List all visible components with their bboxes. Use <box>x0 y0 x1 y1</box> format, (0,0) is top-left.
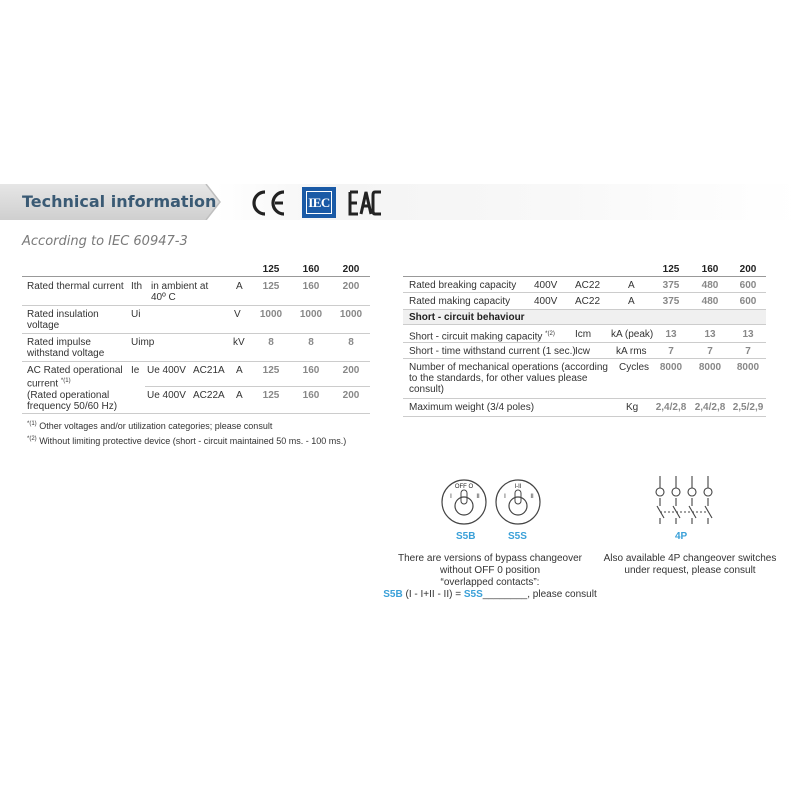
row-voltage: Ue 400V <box>147 365 186 376</box>
row-category: AC22 <box>575 296 601 307</box>
value-cell: 13 <box>665 329 677 340</box>
value-cell: 480 <box>701 280 719 291</box>
value-cell: 8000 <box>736 362 760 373</box>
s5b-left-label: I <box>450 494 452 500</box>
value-cell: 1000 <box>339 309 363 320</box>
col-header: 160 <box>701 264 719 275</box>
s5s-right-label: II <box>530 494 534 500</box>
row-label: Short - time withstand current (1 sec.) <box>409 346 576 357</box>
row-category: AC22A <box>193 390 225 401</box>
value-cell: 7 <box>668 346 674 357</box>
value-cell: 600 <box>739 280 757 291</box>
s5b-label: S5B <box>456 531 476 542</box>
value-cell: 13 <box>742 329 754 340</box>
s5b-right-label: II <box>476 494 480 500</box>
row-label: Rated insulation <box>27 309 99 320</box>
row-unit: Kg <box>626 402 639 413</box>
bypass-caption: There are versions of bypass changeover without OFF 0 position “overlapped contacts”: S5B (I - I+II - II) = S5S________, please consult <box>383 553 597 600</box>
value-cell: 8 <box>348 337 354 348</box>
row-unit: kA rms <box>616 346 647 357</box>
four-pole-label: 4P <box>675 531 688 542</box>
row-symbol: Ie <box>131 365 140 376</box>
value-cell: 160 <box>302 365 320 376</box>
row-condition: in ambient at <box>151 281 209 292</box>
row-voltage: 400V <box>534 296 558 307</box>
row-voltage: Ue 400V <box>147 390 186 401</box>
row-unit: Cycles <box>619 362 650 373</box>
row-symbol: Ith <box>131 281 143 292</box>
row-label: current $^{*(1)}$ <box>27 378 71 390</box>
row-symbol: Icm <box>575 329 592 340</box>
value-cell: 7 <box>745 346 751 357</box>
row-label: Rated thermal current <box>27 281 124 292</box>
row-unit: kV <box>233 337 245 348</box>
row-label: Rated breaking capacity <box>409 280 517 291</box>
row-label: Maximum weight (3/4 poles) <box>409 402 535 413</box>
value-cell: 13 <box>704 329 716 340</box>
value-cell: 375 <box>662 296 680 307</box>
row-category: AC22 <box>575 280 601 291</box>
s5s-label: S5S <box>508 531 527 542</box>
value-cell: 200 <box>342 281 360 292</box>
row-label: Rated making capacity <box>409 296 511 307</box>
footnote-1: $^{*(1)}$ Other voltages and/or utilization categories; please consult <box>27 421 273 431</box>
row-label: frequency 50/60 Hz) <box>27 401 118 412</box>
value-cell: 125 <box>262 390 280 401</box>
value-cell: 8000 <box>698 362 722 373</box>
value-cell: 160 <box>302 281 320 292</box>
row-unit: V <box>234 309 241 320</box>
value-cell: 160 <box>302 390 320 401</box>
s5b-switch-icon <box>442 480 486 524</box>
row-category: AC21A <box>193 365 225 376</box>
col-header: 200 <box>739 264 757 275</box>
row-label: Number of mechanical operations (according <box>409 362 608 373</box>
value-cell: 2,4/2,8 <box>694 402 726 413</box>
iec-logo-icon: IEC <box>302 187 336 218</box>
value-cell: 200 <box>342 365 360 376</box>
col-header: 125 <box>662 264 680 275</box>
four-pole-diagram-icon <box>648 474 720 526</box>
s5s-switch-icon <box>496 480 540 524</box>
row-label: Rated impulse <box>27 337 91 348</box>
col-header: 200 <box>342 264 360 275</box>
row-symbol: Ui <box>131 309 141 320</box>
s5b-top-label: OFF O <box>454 484 474 490</box>
value-cell: 125 <box>262 281 280 292</box>
row-unit: A <box>236 281 243 292</box>
value-cell: 600 <box>739 296 757 307</box>
selector-switches-icon <box>438 478 550 528</box>
section-title: Short - circuit behaviour <box>409 312 525 323</box>
row-label: to the standards, for other values please <box>409 373 588 384</box>
s5s-left-label: I <box>504 494 506 500</box>
row-symbol: Uimp <box>131 337 155 348</box>
value-cell: 8 <box>268 337 274 348</box>
row-symbol: Icw <box>575 346 590 357</box>
row-label: Short - circuit making capacity $^{*(2)}$ <box>409 331 555 343</box>
row-voltage: 400V <box>534 280 558 291</box>
row-label: voltage <box>27 320 60 331</box>
row-unit: A <box>628 296 635 307</box>
value-cell: 200 <box>342 390 360 401</box>
row-unit: A <box>236 390 243 401</box>
row-unit: kA (peak) <box>611 329 654 340</box>
s5s-top-label: I-II <box>514 484 522 490</box>
value-cell: 375 <box>662 280 680 291</box>
page-title: Technical information <box>22 192 217 211</box>
value-cell: 7 <box>707 346 713 357</box>
row-unit: A <box>236 365 243 376</box>
row-label: withstand voltage <box>27 348 105 359</box>
four-pole-caption: Also available 4P changeover switches under request, please consult <box>603 553 777 576</box>
value-cell: 8000 <box>659 362 683 373</box>
row-label: (Rated operational <box>27 390 110 401</box>
footnote-2: $^{*(2)}$ Without limiting protective device (short - circuit maintained 50 ms. - 100 ms.) <box>27 436 347 446</box>
value-cell: 125 <box>262 365 280 376</box>
value-cell: 2,5/2,9 <box>732 402 764 413</box>
value-cell: 480 <box>701 296 719 307</box>
row-unit: A <box>628 280 635 291</box>
value-cell: 1000 <box>259 309 283 320</box>
standard-subtitle: According to IEC 60947-3 <box>22 234 188 249</box>
col-header: 160 <box>302 264 320 275</box>
row-condition: 40º C <box>151 292 176 303</box>
value-cell: 8 <box>308 337 314 348</box>
col-header: 125 <box>262 264 280 275</box>
row-label: AC Rated operational <box>27 365 123 376</box>
row-label: consult) <box>409 384 445 395</box>
value-cell: 2,4/2,8 <box>655 402 687 413</box>
value-cell: 1000 <box>299 309 323 320</box>
